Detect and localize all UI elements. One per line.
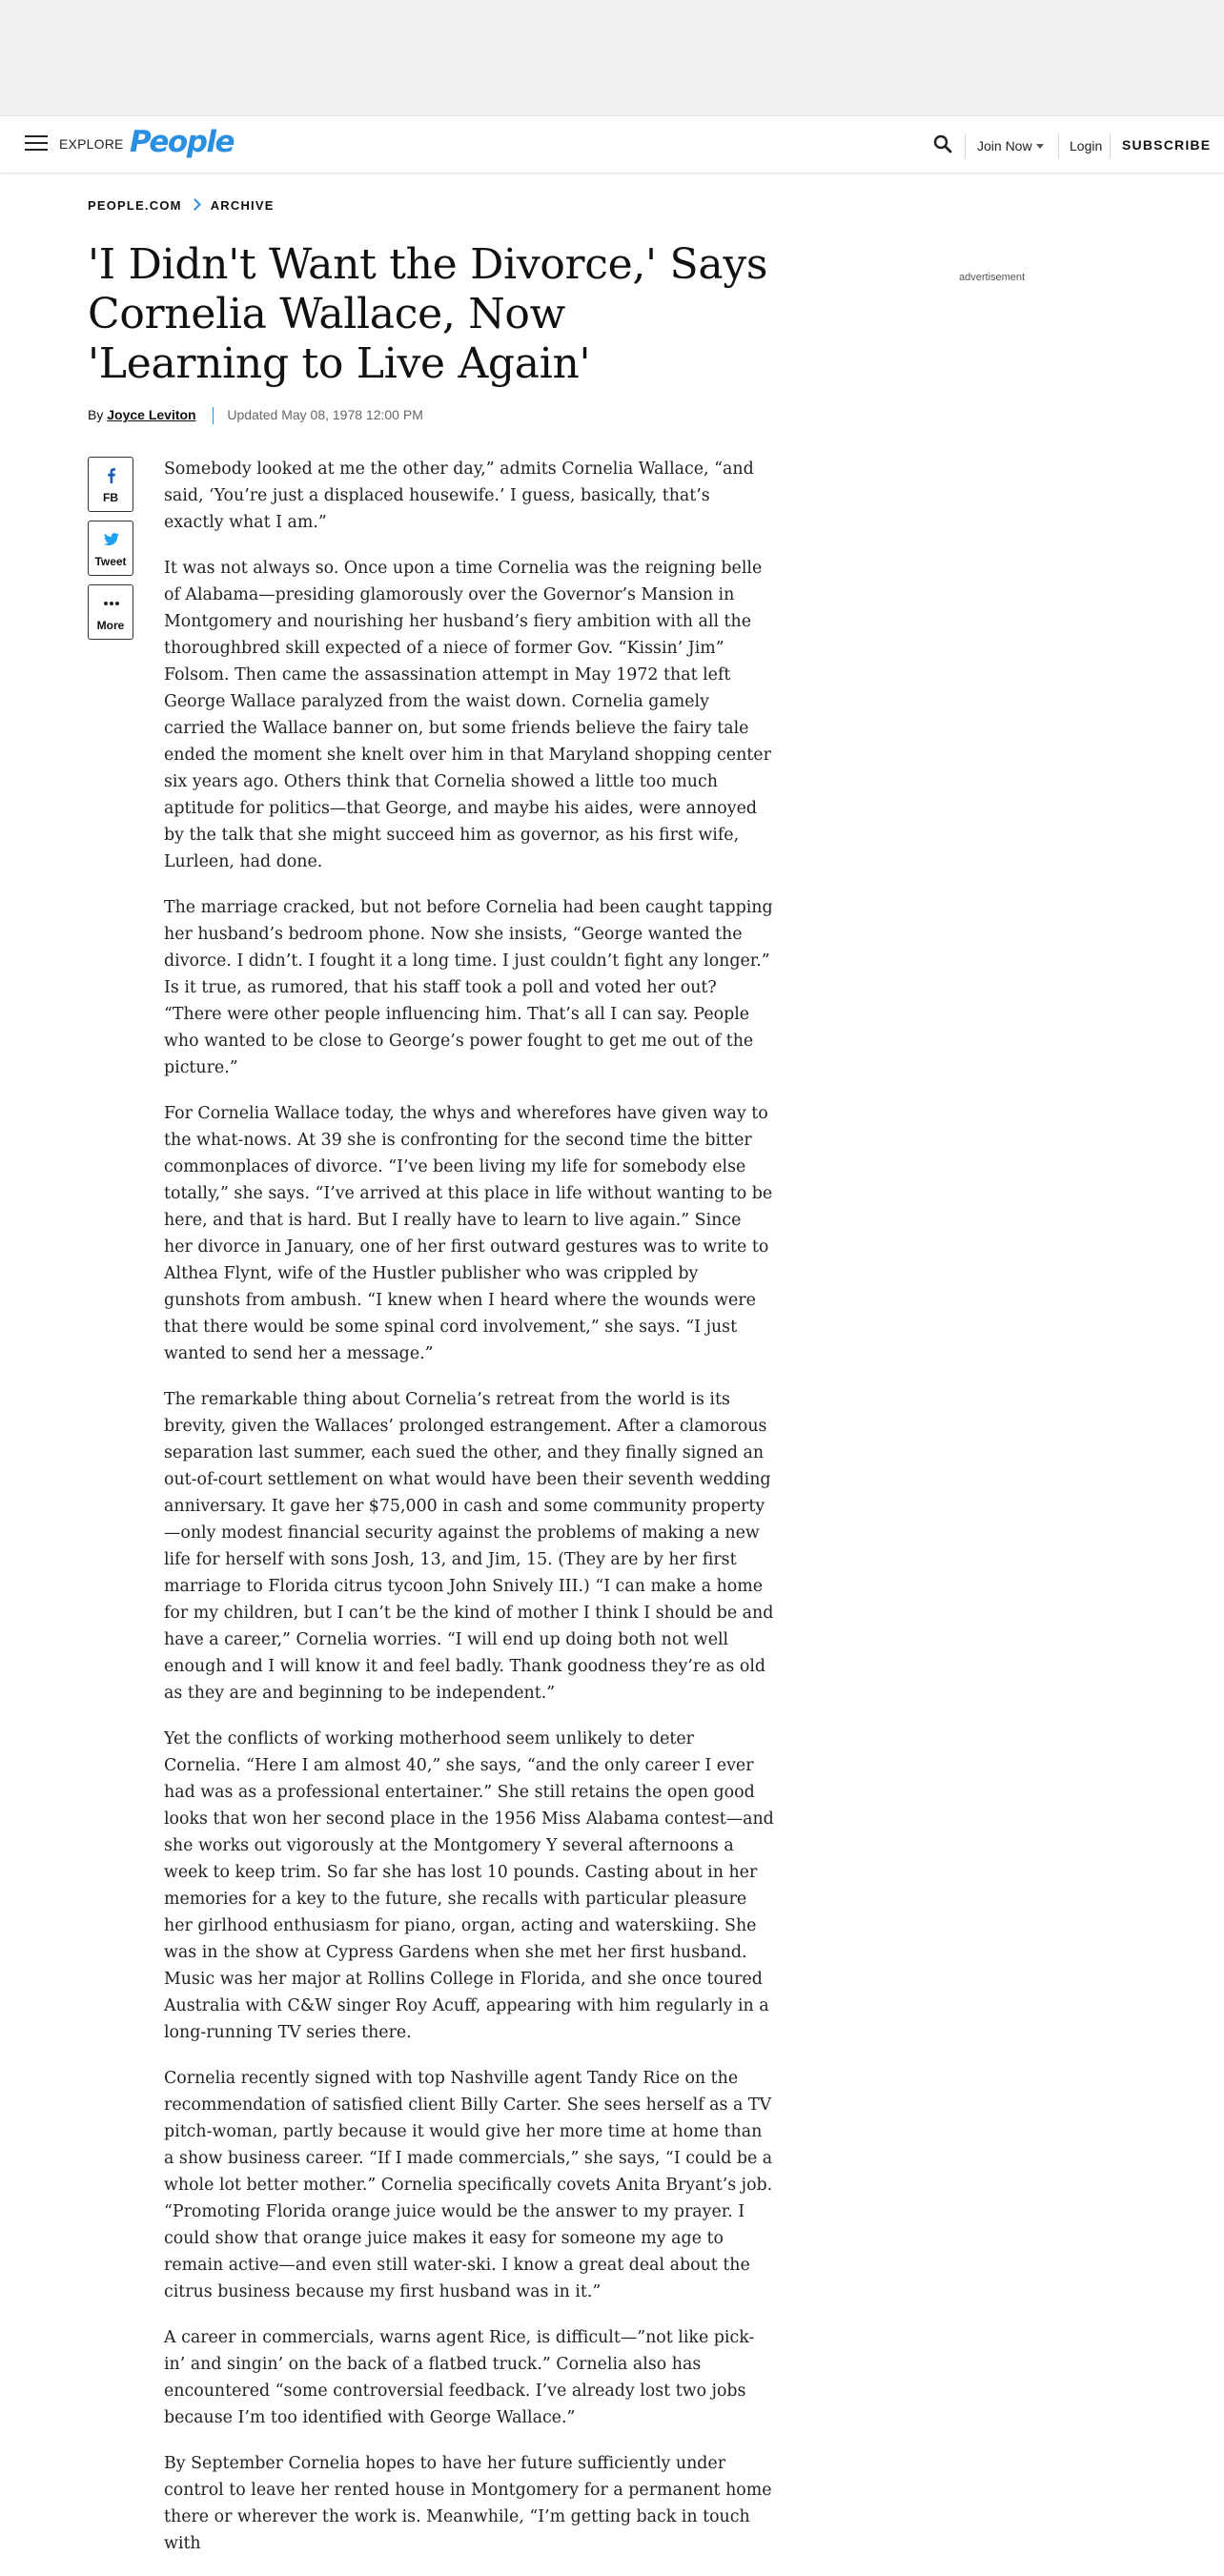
facebook-icon: [102, 466, 121, 485]
tweet-label: Tweet: [94, 555, 127, 568]
chevron-right-icon: [189, 198, 201, 211]
sidebar-ad-label: advertisement: [959, 272, 1026, 283]
explore-link[interactable]: EXPLORE: [59, 136, 124, 152]
article-paragraph: The marriage cracked, but not before Cornelia had been caught tapping her husband’s bedroom phone. Now she insists, “George wanted the divorce. I didn’t. I fought it a long time. I just couldn’t fight any longer.” Is it true, as rumored, that his staff took a poll and voted her out? “There were other people influencing him. That’s all I can say. People who wanted to be close to George’s power fought to get me out of the picture.”: [164, 898, 773, 1077]
article-paragraph: Cornelia recently signed with top Nashville agent Tandy Rice on the recommendation of satisfied client Billy Carter. She sees herself as a TV pitch-woman, partly because it would give her more time at home than a show business career. “If I made commercials,” she says, “I could be a whole lot better mother.” Cornelia specifically covets Anita Bryant’s job. “Promoting Florida orange juice would be the answer to my prayer. I could show that orange juice makes it easy for someone my age to remain active—and even still water-ski. I know a great deal about the citrus business because my first husband was in it.”: [164, 2069, 773, 2301]
article-paragraph: A career in commercials, warns agent Rice, is difficult—”not like pick-in’ and singin’ on the back of a flatbed truck.” Cornelia also has encountered “some controversial feedback. I’ve already lost two jobs because I’m too identified with George Wallace.”: [164, 2328, 755, 2427]
nav-divider: [1110, 133, 1111, 158]
twitter-share-button[interactable]: [88, 521, 133, 576]
subscribe-link[interactable]: SUBSCRIBE: [1122, 137, 1212, 153]
updated-date: Updated May 08, 1978 12:00 PM: [227, 407, 423, 422]
breadcrumb: [88, 198, 275, 213]
article-headline: 'I Didn't Want the Divorce,' Says Cornelia Wallace, Now 'Learning to Live Again': [88, 240, 768, 388]
top-navigation: [0, 116, 1224, 174]
byline-prefix: By: [88, 407, 104, 422]
twitter-icon: [102, 530, 121, 549]
fb-label: FB: [103, 491, 118, 504]
author-link[interactable]: Joyce Leviton: [107, 407, 196, 422]
article-paragraph: The remarkable thing about Cornelia’s retreat from the world is its brevity, given the Wallaces’ prolonged estrangement. After a clamorous separation last summer, each sued the other, and they finally signed an out-of-court settlement on what would have been their seventh wedding anniversary. It gave her $75,000 in cash and some community property—only modest financial security against the problems of making a new life for herself with sons Josh, 13, and Jim, 15. (They are by her first marriage to Florida citrus tycoon John Snively III.) “I can make a home for my children, but I can’t be the kind of mother I think I should be and have a career,” Cornelia worries. “I will end up doing both not well enough and I will know it and feel badly. Thank goodness they’re as old as they are and beginning to be independent.”: [164, 1390, 774, 1703]
article-body: [164, 456, 774, 2576]
more-dots-icon: [102, 594, 121, 613]
article-paragraph: Somebody looked at me the other day,” admits Cornelia Wallace, “and said, ‘You’re just a displaced housewife.’ I guess, basically, that’s exactly what I am.”: [164, 460, 754, 532]
search-icon[interactable]: [932, 133, 953, 154]
byline-divider: [213, 407, 214, 424]
breadcrumb-item-archive[interactable]: ARCHIVE: [210, 198, 275, 213]
breadcrumb-item-people[interactable]: PEOPLE.COM: [88, 198, 182, 213]
more-share-button[interactable]: [88, 584, 133, 640]
article-paragraph: By September Cornelia hopes to have her future sufficiently under control to leave her rented house in Montgomery for a permanent home there or wherever the work is. Meanwhile, “I’m getting back in touch with: [164, 2454, 772, 2553]
top-ad-banner: [0, 0, 1224, 116]
menu-icon[interactable]: [25, 135, 48, 153]
article-paragraph: It was not always so. Once upon a time Cornelia was the reigning belle of Alabama—presiding glamorously over the Governor’s Mansion in Montgomery and nourishing her husband’s fiery ambition with all the thoroughbred skill expected of a niece of former Gov. “Kissin’ Jim” Folsom. Then came the assassination attempt in May 1972 that left George Wallace paralyzed from the waist down. Cornelia gamely carried the Wallace banner on, but some friends believe the fairy tale ended the moment she knelt over him in that Maryland shopping center six years ago. Others think that Cornelia showed a little too much aptitude for politics—that George, and maybe his aides, were annoyed by the talk that she might succeed him as governor, as his first wife, Lurleen, had done.: [164, 559, 771, 871]
article-paragraph: For Cornelia Wallace today, the whys and wherefores have given way to the what-nows. At 39 she is confronting for the second time the bitter commonplaces of divorce. “I’ve been living my life for somebody else totally,” she says. “I’ve arrived at this place in life without wanting to be here, and that is hard. But I really have to learn to live again.” Since her divorce in January, one of her first outward gestures was to write to Althea Flynt, wife of the Hustler publisher who was crippled by gunshots from ambush. “I knew when I heard where the wounds were that there would be some spinal cord involvement,” she says. “I just wanted to send her a message.”: [164, 1104, 773, 1363]
chevron-down-icon[interactable]: [1036, 144, 1044, 149]
people-logo[interactable]: People: [130, 125, 235, 159]
nav-divider: [965, 133, 966, 158]
facebook-share-button[interactable]: [88, 457, 133, 512]
article-paragraph: Yet the conflicts of working motherhood seem unlikely to deter Cornelia. “Here I am almost 40,” she says, “and the only career I ever had was as a professional entertainer.” She still retains the open good looks that won her second place in the 1956 Miss Alabama contest—and she works out vigorously at the Montgomery Y several afternoons a week to keep trim. So far she has lost 10 pounds. Casting about in her memories for a key to the future, she recalls with particular pleasure her girlhood enthusiasm for piano, organ, acting and waterskiing. She was in the show at Cypress Gardens when she met her first husband. Music was her major at Rollins College in Florida, and she once toured Australia with C&W singer Roy Acuff, appearing with him regularly in a long-running TV series there.: [164, 1729, 774, 2042]
join-now-button[interactable]: Join Now: [977, 138, 1032, 153]
more-label: More: [96, 619, 125, 632]
login-link[interactable]: Login: [1070, 138, 1103, 153]
byline: [88, 407, 423, 424]
nav-divider: [1058, 133, 1059, 158]
